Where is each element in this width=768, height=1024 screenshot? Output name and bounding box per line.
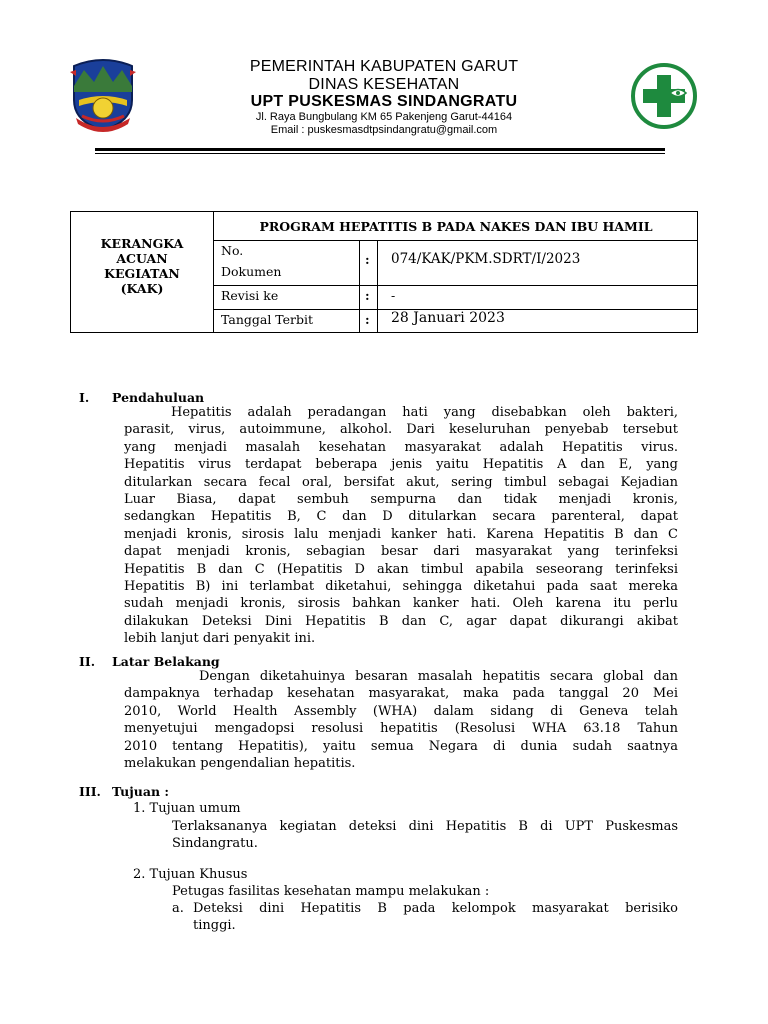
section-2-paragraph: Dengan diketahuinya besaran masalah hepatitis secara global dan dampaknya terhadap kesehatan masyarakat, maka pada tanggal 20 Mei 2010, World Health Assembly (WHA) dalam sidang di Geneva telah menyetujui mengadopsi resolusi hepatitis (Resolusi WHA 63.18 Tahun 2010 tentang Hepatitis), yaitu semua Negara di dunia sudah saatnya melakukan pengendalian hepatitis. [124, 669, 678, 772]
header-email: Email : puskesmasdtpsindangratu@gmail.com [270, 124, 498, 136]
document-number-separator: : [365, 252, 370, 267]
issue-date-separator: : [365, 312, 370, 327]
specific-objective-label: 2. Tujuan Khusus [133, 867, 248, 882]
general-objective-text: Terlaksananya kegiatan deteksi dini Hepatitis B di UPT Puskesmas Sindangratu. [172, 819, 678, 852]
revision-value: - [391, 288, 396, 303]
kak-program-title: PROGRAM HEPATITIS B PADA NAKES DAN IBU HAMIL [259, 219, 653, 234]
section-1-paragraph: Hepatitis adalah peradangan hati yang disebabkan oleh bakteri, parasit, virus, autoimmune, alkohol. Dari keseluruhan penyebab tersebut yang menjadi masalah kesehatan masyarakat adalah Hepatitis virus. Hepatitis virus terdapat beberapa jenis yaitu Hepatitis A dan E, yang ditularkan secara fecal oral, bersifat akut, sering timbul sebagai Kejadian Luar Biasa, dapat sembuh sempurna dan tidak menjadi kronis, sedangkan Hepatitis B, C dan D ditularkan secara parenteral, dapat menjadi kronis, sirosis lalu menjadi kanker hati. Karena Hepatitis B dan C dapat menjadi kronis, sebagian besar dari masyarakat yang terinfeksi Hepatitis B dan C (Hepatitis D akan timbul apabila seseorang terinfeksi Hepatitis B) ini terlambat diketahui, sehingga diketahui pada saat mereka sudah menjadi kronis, sirosis bahkan kanker hati. Oleh karena itu perlu dilakukan Deteksi Dini Hepatitis B dan C, agar dapat dikurangi akibat lebih lanjut dari penyakit ini. [124, 405, 678, 647]
header-divider-thick [95, 148, 665, 151]
specific-objective-item-marker: a. [172, 901, 184, 916]
garut-coat-of-arms-logo [66, 56, 140, 132]
section-3-number: III. [79, 784, 101, 799]
kak-document-table [70, 211, 698, 333]
revision-key: Revisi ke [221, 288, 279, 303]
header-address: Jl. Raya Bungbulang KM 65 Pakenjeng Garut-44164 [255, 111, 513, 123]
header-puskesmas-name: UPT PUSKESMAS SINDANGRATU [250, 93, 518, 110]
section-2-title: Latar Belakang [112, 654, 220, 669]
general-objective-label: 1. Tujuan umum [133, 801, 241, 816]
document-number-value: 074/KAK/PKM.SDRT/I/2023 [391, 251, 581, 267]
issue-date-key: Tanggal Terbit [221, 312, 314, 327]
document-number-key: No. Dokumen [221, 243, 282, 279]
section-3-title: Tujuan : [112, 784, 170, 799]
header-government-name: PEMERINTAH KABUPATEN GARUT [249, 58, 519, 75]
section-1-title: Pendahuluan [112, 390, 205, 405]
specific-objective-intro: Petugas fasilitas kesehatan mampu melakukan : [172, 884, 490, 899]
header-divider-thin [95, 153, 665, 154]
puskesmas-cross-logo [626, 58, 702, 134]
specific-objective-item-a: Deteksi dini Hepatitis B pada kelompok masyarakat berisiko tinggi. [193, 901, 678, 934]
header-department-name: DINAS KESEHATAN [308, 76, 460, 93]
section-1-number: I. [79, 390, 90, 405]
kak-label: KERANGKA ACUAN KEGIATAN (KAK) [100, 236, 184, 296]
revision-separator: : [365, 288, 370, 303]
issue-date-value: 28 Januari 2023 [391, 310, 505, 326]
section-2-number: II. [79, 654, 96, 669]
